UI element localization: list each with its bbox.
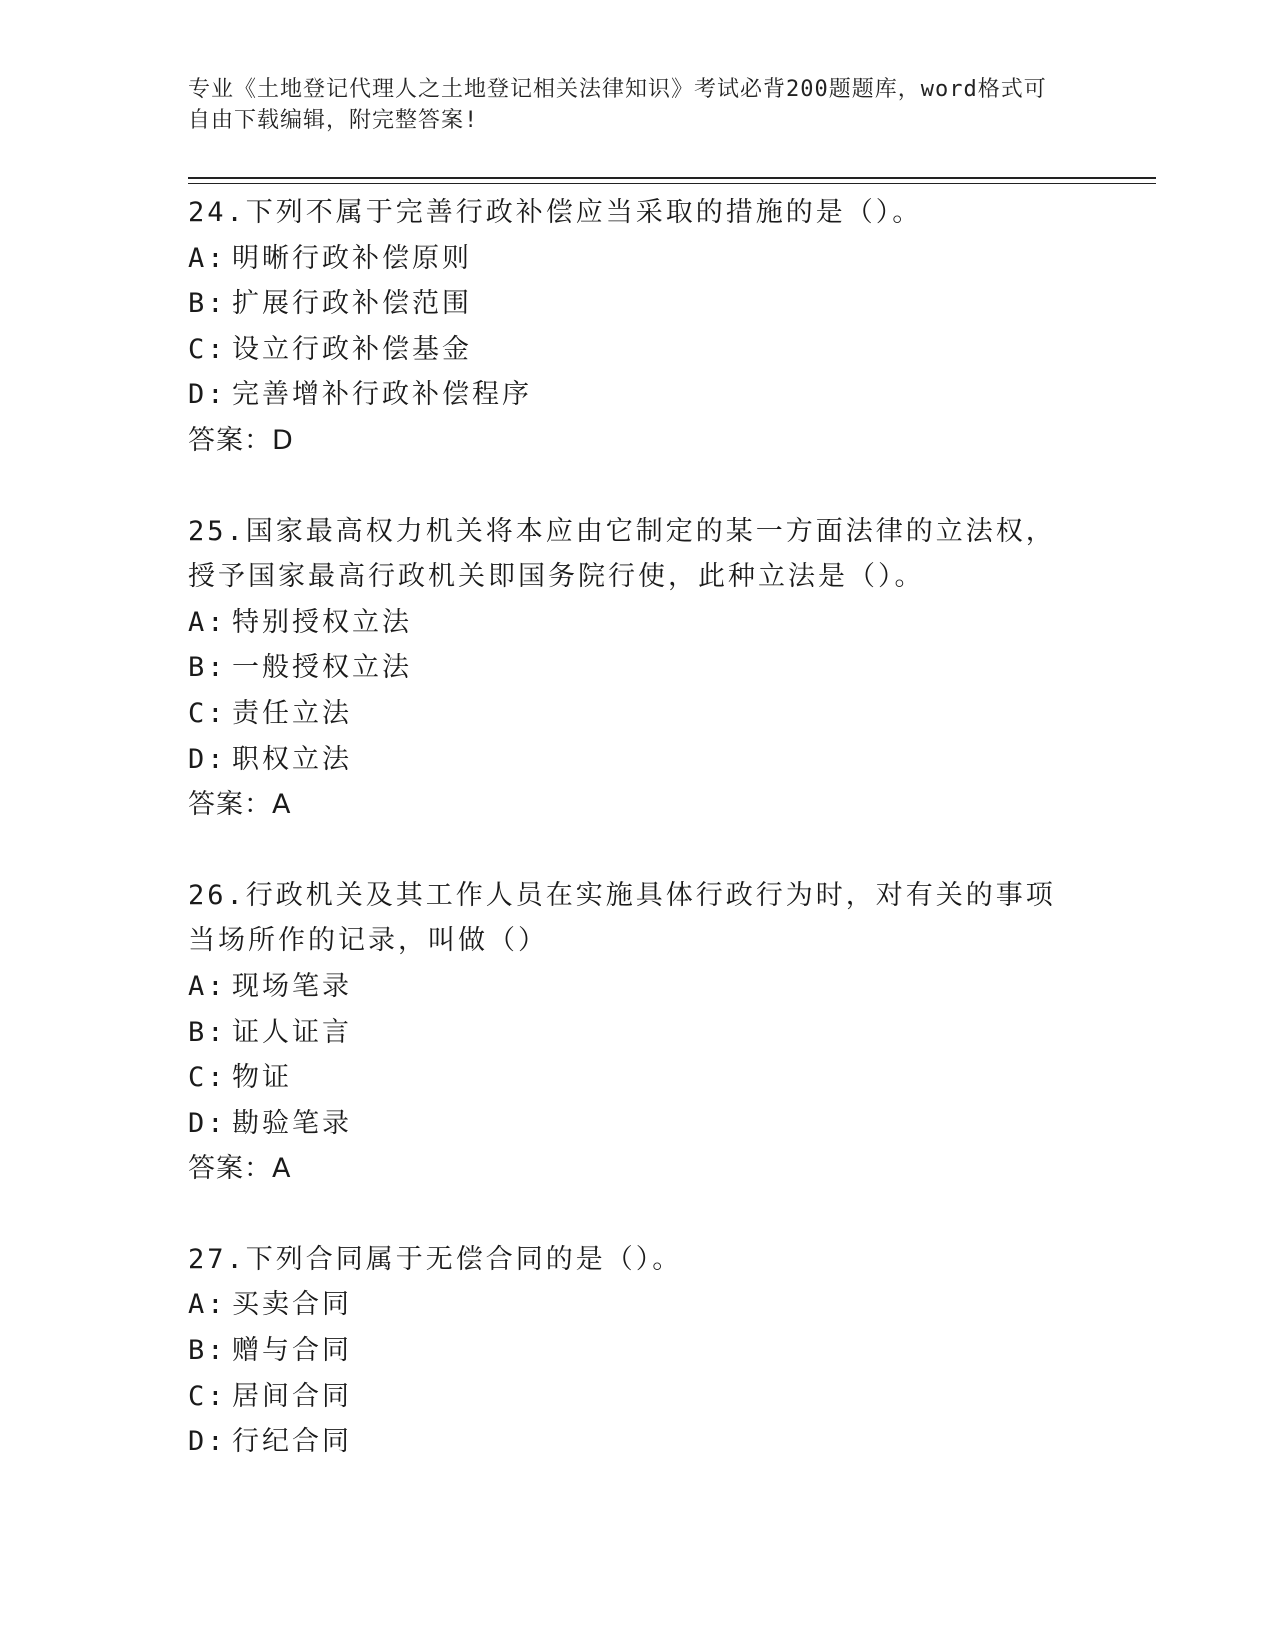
document-header: 专业《土地登记代理人之土地登记相关法律知识》考试必背200题题库，word格式可自由下载编辑，附完整答案! (188, 77, 1047, 133)
option-text: 职权立法 (232, 743, 352, 775)
option-letter: A: (188, 606, 227, 638)
option-b (188, 1328, 1078, 1374)
option-d (188, 1419, 1078, 1465)
option-letter: C: (188, 697, 227, 729)
option-d (188, 1101, 1078, 1147)
option-b (188, 1010, 1078, 1056)
option-text: 证人证言 (232, 1016, 352, 1048)
question-stem: 26.行政机关及其工作人员在实施具体行政行为时，对有关的事项当场所作的记录，叫做（） (188, 879, 1056, 957)
option-a (188, 236, 1078, 282)
option-c (188, 1374, 1078, 1420)
option-letter: B: (188, 288, 227, 320)
option-text: 完善增补行政补偿程序 (232, 379, 532, 411)
option-letter: A: (188, 242, 227, 274)
option-text: 现场笔录 (232, 970, 352, 1002)
option-text: 赠与合同 (232, 1335, 352, 1367)
question-25 (188, 509, 1078, 828)
option-c (188, 1055, 1078, 1101)
option-letter: B: (188, 1016, 227, 1048)
option-text: 买卖合同 (232, 1289, 352, 1321)
option-a (188, 964, 1078, 1010)
question-stem: 24.下列不属于完善行政补偿应当采取的措施的是（）。 (188, 197, 923, 228)
option-letter: C: (188, 1062, 227, 1094)
question-27 (188, 1237, 1078, 1465)
option-text: 物证 (232, 1062, 292, 1094)
option-letter: C: (188, 1380, 227, 1412)
option-d (188, 372, 1078, 418)
question-24 (188, 190, 1078, 464)
option-text: 特别授权立法 (232, 606, 412, 638)
option-letter: B: (188, 652, 227, 684)
option-text: 责任立法 (232, 697, 352, 729)
question-26 (188, 873, 1078, 1192)
option-letter: D: (188, 379, 227, 411)
header-rule-thick (188, 177, 1156, 179)
option-letter: D: (188, 743, 227, 775)
option-letter: B: (188, 1335, 227, 1367)
answer-line: 答案：A (188, 789, 292, 821)
option-a (188, 1282, 1078, 1328)
option-text: 扩展行政补偿范围 (232, 288, 472, 320)
option-b (188, 645, 1078, 691)
answer-line: 答案：A (188, 1153, 292, 1185)
question-stem: 27.下列合同属于无偿合同的是（）。 (188, 1243, 683, 1275)
option-text: 行纪合同 (232, 1426, 352, 1458)
option-letter: A: (188, 1289, 227, 1321)
option-b (188, 281, 1078, 327)
header-rule-thin (188, 183, 1156, 184)
answer-line: 答案：D (188, 424, 294, 456)
option-letter: C: (188, 333, 227, 365)
question-list (188, 190, 1078, 1510)
option-text: 设立行政补偿基金 (232, 333, 472, 365)
option-text: 明晰行政补偿原则 (232, 242, 472, 274)
option-letter: D: (188, 1426, 227, 1458)
option-d (188, 737, 1078, 783)
option-text: 居间合同 (232, 1380, 352, 1412)
option-text: 勘验笔录 (232, 1107, 352, 1139)
question-stem: 25.国家最高权力机关将本应由它制定的某一方面法律的立法权，授予国家最高行政机关即国务院行使，此种立法是（）。 (188, 515, 1056, 593)
option-a (188, 600, 1078, 646)
option-c (188, 327, 1078, 373)
option-letter: D: (188, 1107, 227, 1139)
option-text: 一般授权立法 (232, 652, 412, 684)
option-c (188, 691, 1078, 737)
option-letter: A: (188, 970, 227, 1002)
